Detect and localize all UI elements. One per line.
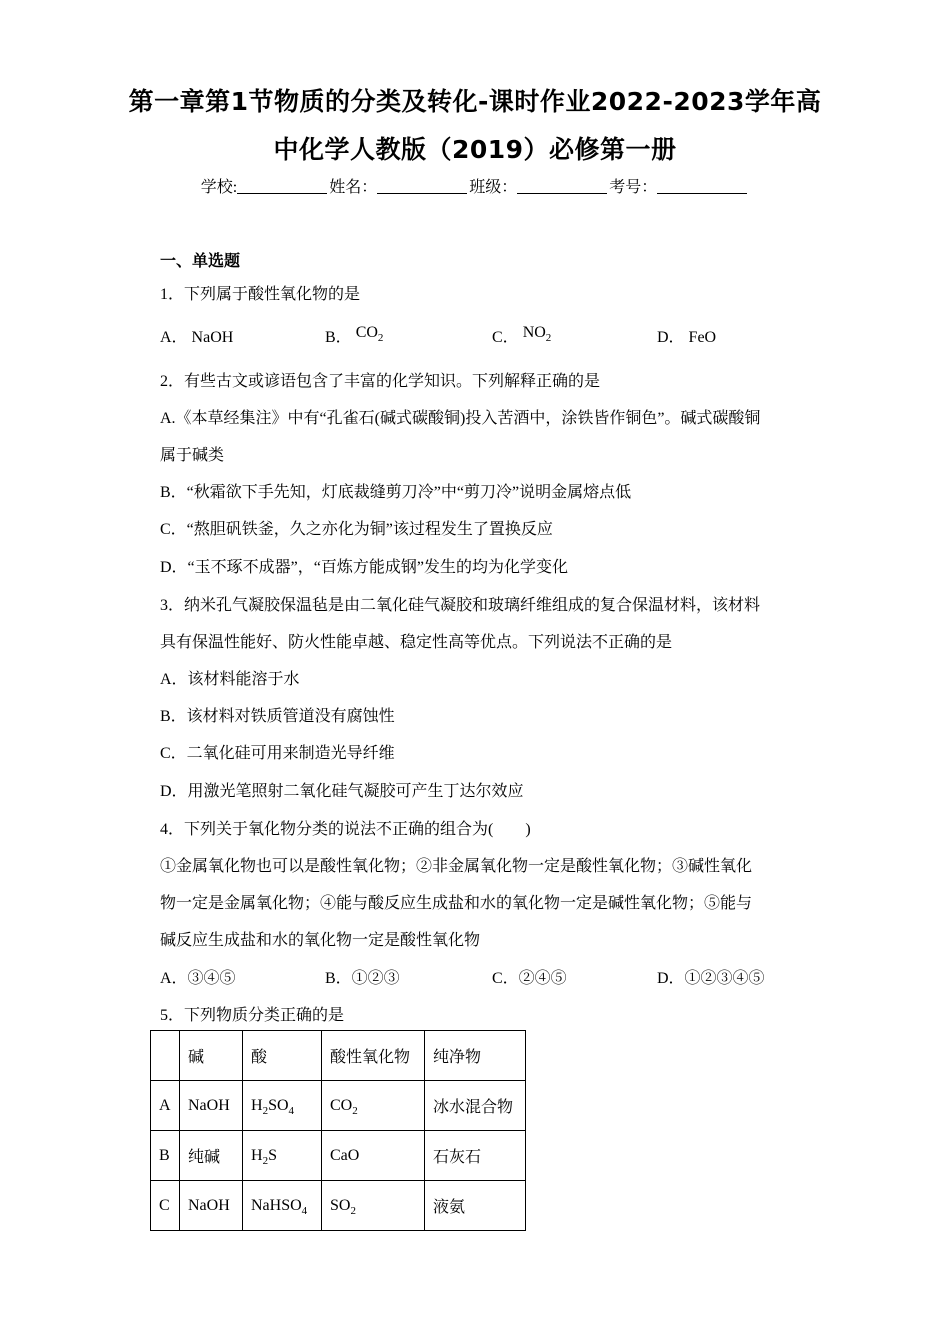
q1-option-c-main: NO: [522, 324, 546, 341]
q3-option-d: D．用激光笔照射二氧化硅气凝胶可产生丁达尔效应: [160, 783, 524, 800]
q4-body-line2: 物一定是金属氧化物；④能与酸反应生成盐和水的氧化物一定是碱性氧化物；⑤能与: [160, 895, 753, 912]
formula-part: SO: [330, 1196, 351, 1214]
q4-option-a: A．③④⑤: [160, 970, 236, 987]
student-info-row: [0, 174, 950, 197]
table-cell-label: B: [151, 1131, 180, 1181]
q2-option-a-line2: 属于碱类: [160, 447, 225, 464]
table-header-cell: 酸: [243, 1031, 322, 1081]
q2-option-a-line1: A.《本草经集注》中有“孔雀石(碱式碳酸铜)投入苦酒中，涂铁皆作铜色”。碱式碳酸铜: [160, 410, 761, 427]
q3-stem-line1: 3．纳米孔气凝胶保温毡是由二氧化硅气凝胶和玻璃纤维组成的复合保温材料，该材料: [160, 597, 761, 614]
table-cell-label: A: [151, 1081, 180, 1131]
table-cell-acid: [243, 1081, 322, 1131]
formula-part: S: [268, 1146, 277, 1164]
q4-stem: 4．下列关于氧化物分类的说法不正确的组合为( ): [160, 821, 531, 838]
q1-option-b-sub: 2: [377, 332, 384, 344]
q3-option-c: C．二氧化硅可用来制造光导纤维: [160, 745, 395, 762]
q4-body-line3: 碱反应生成盐和水的氧化物一定是酸性氧化物: [160, 932, 481, 949]
q2-option-d: D．“玉不琢不成器”，“百炼方能成钢”发生的均为化学变化: [160, 559, 568, 576]
q4-option-b: B．①②③: [325, 970, 400, 987]
id-blank: [657, 179, 747, 194]
class-blank: [517, 179, 607, 194]
table-cell-pure: 液氨: [425, 1181, 526, 1231]
name-label: 姓名：: [329, 179, 378, 196]
q1-option-c-formula: [522, 324, 552, 344]
q3-option-a: A．该材料能溶于水: [160, 671, 300, 688]
q2-option-b: B．“秋霜欲下手先知，灯底裁缝剪刀冷”中“剪刀冷”说明金属熔点低: [160, 484, 632, 501]
table-header-cell: 酸性氧化物: [322, 1031, 425, 1081]
classification-table: [150, 1030, 526, 1231]
q1-option-d: D． FeO: [657, 329, 717, 346]
q2-stem: 2．有些古文或谚语包含了丰富的化学知识。下列解释正确的是: [160, 373, 601, 390]
formula-part: SO: [268, 1096, 289, 1114]
formula-part: CO: [330, 1096, 353, 1114]
formula-sub: 2: [352, 1104, 358, 1117]
q1-option-b: [325, 324, 383, 347]
table-header-cell: 碱: [180, 1031, 243, 1081]
q1-option-b-main: CO: [355, 324, 378, 341]
table-cell-acid: [243, 1181, 322, 1231]
section-title: 一、单选题: [160, 251, 241, 270]
table-cell-pure: 冰水混合物: [425, 1081, 526, 1131]
table-cell-oxide: [322, 1081, 425, 1131]
table-row: [151, 1181, 526, 1231]
table-cell-acid: [243, 1131, 322, 1181]
table-row: [151, 1081, 526, 1131]
q1-option-b-prefix: B．: [325, 329, 352, 346]
formula-sub: 4: [288, 1104, 295, 1117]
school-label: 学校:: [200, 179, 238, 196]
q1-stem: 1．下列属于酸性氧化物的是: [160, 286, 361, 303]
table-cell-base: NaOH: [180, 1081, 243, 1131]
formula-sub: 2: [262, 1104, 269, 1117]
formula-part: NaHSO: [251, 1196, 302, 1214]
table-header-cell: [151, 1031, 180, 1081]
q1-option-c: [492, 324, 551, 347]
formula-part: H: [251, 1096, 263, 1114]
q5-stem: 5．下列物质分类正确的是: [160, 1007, 345, 1024]
formula-part: H: [251, 1146, 263, 1164]
q4-body-line1: ①金属氧化物也可以是酸性氧化物；②非金属氧化物一定是酸性氧化物；③碱性氧化: [160, 858, 753, 875]
table-cell-oxide: [322, 1131, 425, 1181]
table-cell-label: C: [151, 1181, 180, 1231]
q2-option-c: C．“熬胆矾铁釜，久之亦化为铜”该过程发生了置换反应: [160, 521, 553, 538]
q1-option-c-sub: 2: [545, 332, 552, 344]
q3-stem-line2: 具有保温性能好、防火性能卓越、稳定性高等优点。下列说法不正确的是: [160, 634, 673, 651]
table-cell-base: 纯碱: [180, 1131, 243, 1181]
school-blank: [237, 179, 327, 194]
id-label: 考号：: [609, 179, 658, 196]
page-title-line1: 第一章第1节物质的分类及转化-课时作业2022-2023学年高: [128, 87, 822, 116]
table-header-cell: 纯净物: [425, 1031, 526, 1081]
q3-option-b: B．该材料对铁质管道没有腐蚀性: [160, 708, 395, 725]
formula-sub: 2: [262, 1154, 269, 1167]
q1-option-a: A． NaOH: [160, 329, 234, 346]
table-cell-oxide: [322, 1181, 425, 1231]
q4-option-c: C．②④⑤: [492, 970, 567, 987]
q4-option-d: D．①②③④⑤: [657, 970, 765, 987]
formula-part: CaO: [330, 1146, 360, 1164]
formula-sub: 2: [350, 1204, 356, 1217]
table-cell-pure: 石灰石: [425, 1131, 526, 1181]
table-cell-base: NaOH: [180, 1181, 243, 1231]
name-blank: [377, 179, 467, 194]
table-row: [151, 1131, 526, 1181]
q1-option-b-formula: [355, 324, 384, 344]
formula-sub: 4: [301, 1204, 308, 1217]
page-title-line2: 中化学人教版（2019）必修第一册: [273, 135, 677, 164]
table-header-row: [151, 1031, 526, 1081]
q1-option-c-prefix: C．: [492, 329, 519, 346]
class-label: 班级：: [469, 179, 518, 196]
